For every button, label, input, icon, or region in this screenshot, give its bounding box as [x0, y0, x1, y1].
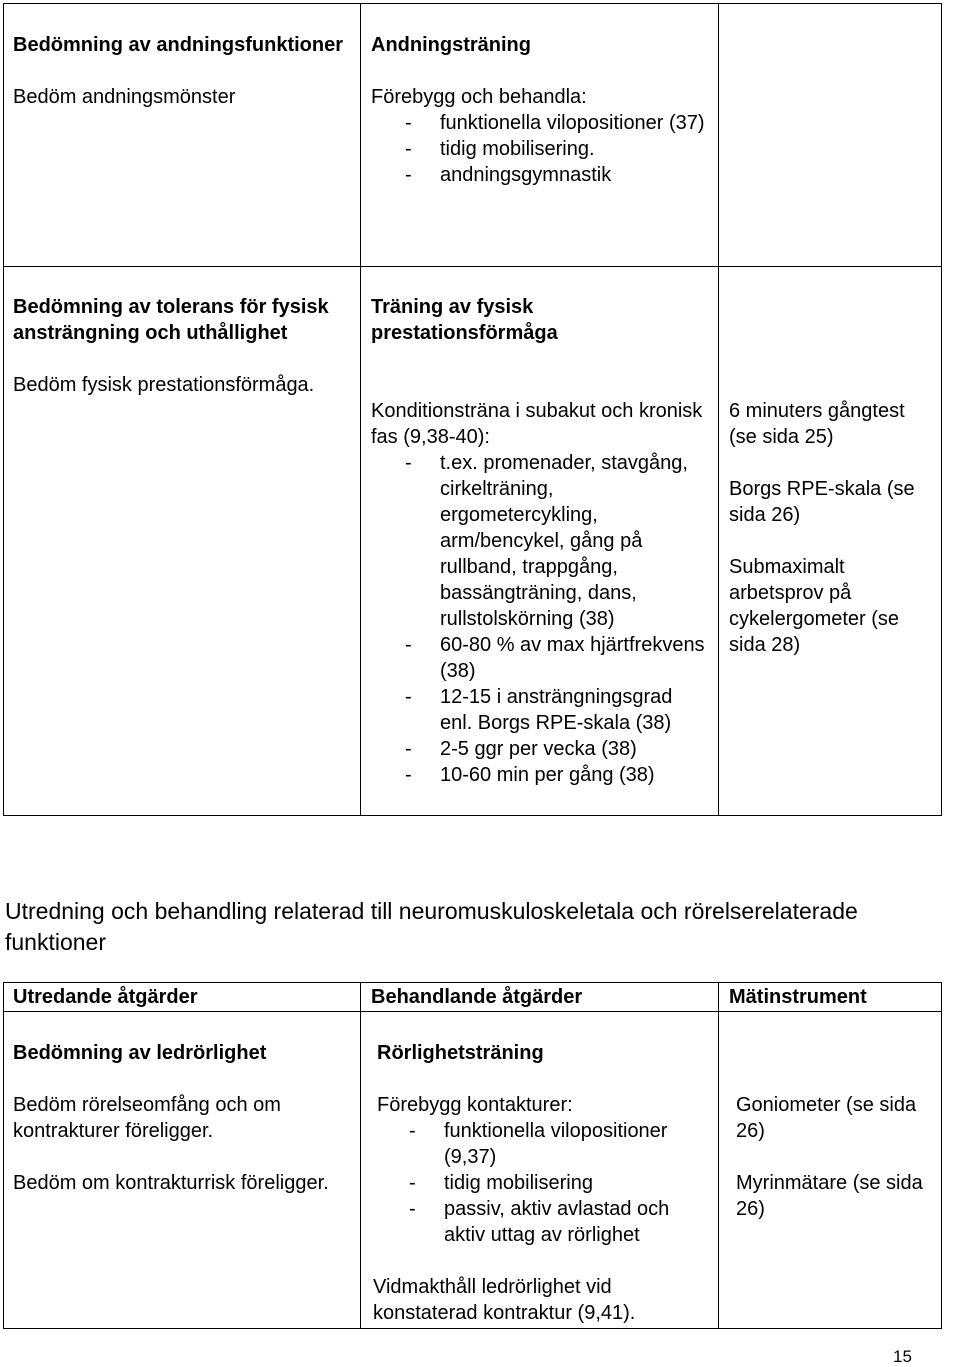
list-item: - tidig mobilisering: [444, 1170, 710, 1196]
column-header: Utredande åtgärder: [13, 986, 198, 1008]
cell-outro: Vidmakthåll ledrörlighet vid konstaterad kontraktur (9,41).: [373, 1276, 636, 1324]
list-item: - funktionella vilopositioner (37): [440, 110, 710, 136]
table-cell: [361, 267, 719, 816]
list-item: - passiv, aktiv avlastad och aktiv uttag av rörlighet: [444, 1196, 710, 1248]
cell-heading: Bedömning av tolerans för fysisk ansträngning och uthållighet: [13, 296, 329, 344]
table-cell: [361, 4, 719, 267]
table-cell: [4, 4, 361, 267]
bullet-list: [377, 1118, 710, 1248]
cell-heading: Träning av fysisk prestationsförmåga: [371, 296, 558, 344]
cell-heading: Bedömning av andningsfunktioner: [13, 34, 344, 56]
cell-intro: Konditionsträna i subakut och kronisk fas (9,38-40):: [371, 400, 703, 448]
table-cell: [361, 1012, 719, 1329]
table-respiratory-and-endurance: [3, 3, 942, 816]
cell-heading: Bedömning av ledrörlighet: [13, 1042, 267, 1064]
list-item: - 12-15 i ansträngningsgrad enl. Borgs RPE-skala (38): [440, 684, 710, 736]
column-header: Mätinstrument: [729, 986, 867, 1008]
bullet-list: [371, 110, 710, 188]
table-row: [4, 267, 942, 816]
table-cell: [719, 1012, 942, 1329]
instrument-text: Borgs RPE-skala (se sida 26): [729, 478, 915, 526]
cell-heading: Rörlighetsträning: [377, 1042, 544, 1064]
table-cell: [719, 267, 942, 816]
list-item: - t.ex. promenader, stavgång, cirkelträning, ergometercykling, arm/bencykel, gång på rullband, trappgång, bassängträning, dans, rullstolskörning (38): [440, 450, 710, 632]
cell-text: Bedöm om kontrakturrisk föreligger.: [13, 1172, 329, 1194]
instrument-text: Goniometer (se sida 26): [736, 1094, 917, 1142]
list-item: - 2-5 ggr per vecka (38): [440, 736, 710, 762]
list-item: - funktionella vilopositioner (9,37): [444, 1118, 710, 1170]
table-header-cell: [719, 983, 942, 1012]
list-item: - 60-80 % av max hjärtfrekvens (38): [440, 632, 710, 684]
bullet-list: [371, 450, 710, 788]
page-number: 15: [893, 1347, 912, 1366]
cell-intro: Förebygg och behandla:: [371, 86, 587, 108]
instrument-text: Submaximalt arbetsprov på cykelergometer (se sida 28): [729, 556, 900, 656]
list-item: - 10-60 min per gång (38): [440, 762, 710, 788]
table-header-cell: [4, 983, 361, 1012]
table-cell: [4, 267, 361, 816]
instrument-text: 6 minuters gångtest (se sida 25): [729, 400, 905, 448]
table-row: [4, 1012, 942, 1329]
section-heading: Utredning och behandling relaterad till neuromuskuloskeletala och rörelserelaterade funktioner: [5, 898, 858, 955]
table-row: [4, 4, 942, 267]
table-cell: [4, 1012, 361, 1329]
cell-text: Bedöm andningsmönster: [13, 86, 236, 108]
cell-text: Bedöm fysisk prestationsförmåga.: [13, 374, 315, 396]
table-header-row: [4, 983, 942, 1012]
list-item: - tidig mobilisering.: [440, 136, 710, 162]
table-cell: [719, 4, 942, 267]
cell-intro: Förebygg kontakturer:: [377, 1094, 573, 1116]
cell-heading: Andningsträning: [371, 34, 531, 56]
table-header-cell: [361, 983, 719, 1012]
cell-text: Bedöm rörelseomfång och om kontrakturer föreligger.: [13, 1094, 281, 1142]
column-header: Behandlande åtgärder: [371, 986, 583, 1008]
table-joint-mobility: [3, 982, 942, 1329]
instrument-text: Myrinmätare (se sida 26): [736, 1172, 923, 1220]
list-item: - andningsgymnastik: [440, 162, 710, 188]
